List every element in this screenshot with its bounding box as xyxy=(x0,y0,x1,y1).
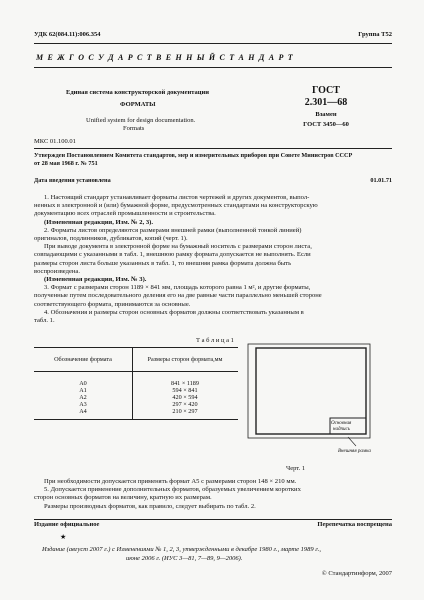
table-row-name: А4 xyxy=(79,408,87,415)
edition-note-2: июне 2006 г. (ИУС 3—81, 7—89, 9—2006). xyxy=(126,555,243,562)
udk-code: УДК 62(084.11):006.354 xyxy=(34,31,101,38)
body-text xyxy=(34,194,392,325)
text-line: полученные путем последовательного деления его на две равные части параллельно меньшей стороне xyxy=(34,292,322,300)
text-line: 1. Настоящий стандарт устанавливает форматы листов чертежей и других документов, выпол- xyxy=(44,194,310,201)
gost-label: ГОСТ xyxy=(312,85,340,96)
star-mark: ★ xyxy=(60,533,67,541)
outer-frame xyxy=(248,344,370,438)
table-row-size: 841 × 1189 xyxy=(170,380,199,387)
reprint-forbidden: Перепечатка воспрещена xyxy=(317,521,392,528)
text-line: табл. 1. xyxy=(34,317,55,325)
official-edition: Издание официальное xyxy=(34,521,100,528)
group-code: Группа Т52 xyxy=(358,31,392,38)
stamp-label-1: Основная xyxy=(331,421,352,426)
text-line: сторон основных форматов на величину, кратную их размерам. xyxy=(34,494,212,502)
edition-note-1: Издание (август 2007 г.) с Изменениями № 1, 2, 3, утвержденными в декабре 1980 г., марте 1989 г., xyxy=(42,546,321,553)
text-line: 3. Формат с размерами сторон 1189 × 841 мм, площадь которого равна 1 м², и другие форматы, xyxy=(44,284,311,292)
format-drawing xyxy=(244,340,374,450)
text-line: размеры сторон листа больше указанных в табл. 1, то внешняя рамка формата должна быть xyxy=(34,259,292,267)
text-line: (Измененная редакция, Изм. № 3). xyxy=(44,276,147,284)
banner-rule xyxy=(34,67,392,68)
gost-number: 2.301—68 xyxy=(304,97,348,108)
replaces-label: Взамен xyxy=(315,111,337,118)
text-line: соответствующего формата, принимаются за основные. xyxy=(34,300,191,308)
text-line: оригиналов, подлинников, дубликатов, копий (черт. 1). xyxy=(34,235,188,243)
stamp-label-2: надпись xyxy=(333,427,351,432)
text-line: При выводе документа в электронной форме на бумажный носитель с размерами сторон листа, xyxy=(44,243,312,251)
table-row-size: 210 × 297 xyxy=(172,408,198,415)
approved-line-2: от 28 мая 1968 г. № 751 xyxy=(34,160,98,167)
text-line: При необходимости допускается применять формат А5 с размерами сторон 148 × 210 мм. xyxy=(44,478,297,485)
table-top-rule xyxy=(34,347,238,348)
text-line: (Измененная редакция, Изм. № 2, 3). xyxy=(44,218,154,226)
text-line: 2. Форматы листов определяются размерами внешней рамки (выполненной тонкой линией) xyxy=(44,226,302,234)
after-text xyxy=(34,478,392,511)
text-line: документацию всех отраслей промышленности и строительства. xyxy=(34,210,216,218)
intro-date: 01.01.71 xyxy=(370,177,392,184)
text-line: воспроизведена. xyxy=(34,267,81,275)
table-caption: Т а б л и ц а 1 xyxy=(196,337,234,344)
doc-title: ФОРМАТЫ xyxy=(120,101,156,108)
table-row-size: 297 × 420 xyxy=(172,401,198,408)
mks-rule xyxy=(34,148,392,149)
text-line: ненных в электронной и (или) бумажной форме, предусмотренных стандартами на конструкторскую xyxy=(34,202,318,210)
standard-banner: М Е Ж Г О С У Д А Р С Т В Е Н Н Ы Й С Т А Н Д А Р Т xyxy=(36,53,294,62)
text-line: 4. Обозначения и размеры сторон основных форматов должны соответствовать указанным в xyxy=(44,308,304,316)
intro-date-label: Дата введения установлена xyxy=(34,177,111,184)
system-title: Единая система конструкторской документации xyxy=(66,89,209,96)
mks-code: МКС 01.100.01 xyxy=(34,138,76,145)
approved-line-1: Утвержден Постановлением Комитета стандартов, мер и измерительных приборов при Совете Министров СССР xyxy=(34,152,353,159)
copyright: © Стандартинформ, 2007 xyxy=(321,570,392,577)
table-row-name: А1 xyxy=(79,387,87,394)
text-line: Размеры производных форматов, как правило, следует выбирать по табл. 2. xyxy=(44,502,256,510)
outer-frame-label: Внешняя рамка xyxy=(338,449,371,454)
header-rule xyxy=(34,43,392,44)
table-row-name: А0 xyxy=(79,380,87,387)
table-row-size: 594 × 841 xyxy=(172,387,198,394)
table-row-name: А2 xyxy=(79,394,87,401)
table-bottom-rule xyxy=(34,419,238,420)
table-row-name: А3 xyxy=(79,401,87,408)
table-row-size: 420 × 594 xyxy=(172,394,198,401)
drawing-caption: Черт. 1 xyxy=(286,465,306,472)
footer-rule xyxy=(34,519,392,520)
text-line: 5. Допускается применение дополнительных форматов, образуемых увеличением коротких xyxy=(44,486,301,494)
text-line: совпадающими с указанными в табл. 1, внешнюю рамку формата допускается не выполнять. Если xyxy=(34,251,311,259)
title-en-2: Formats xyxy=(123,125,145,132)
title-en-1: Unified system for design documentation. xyxy=(86,117,196,124)
replaces-gost: ГОСТ 3450—60 xyxy=(303,121,349,128)
table-header-rule xyxy=(34,371,238,372)
table-col1-header: Обозначение формата xyxy=(54,356,112,363)
table-col2-header: Размеры сторон формата,мм xyxy=(147,356,223,363)
